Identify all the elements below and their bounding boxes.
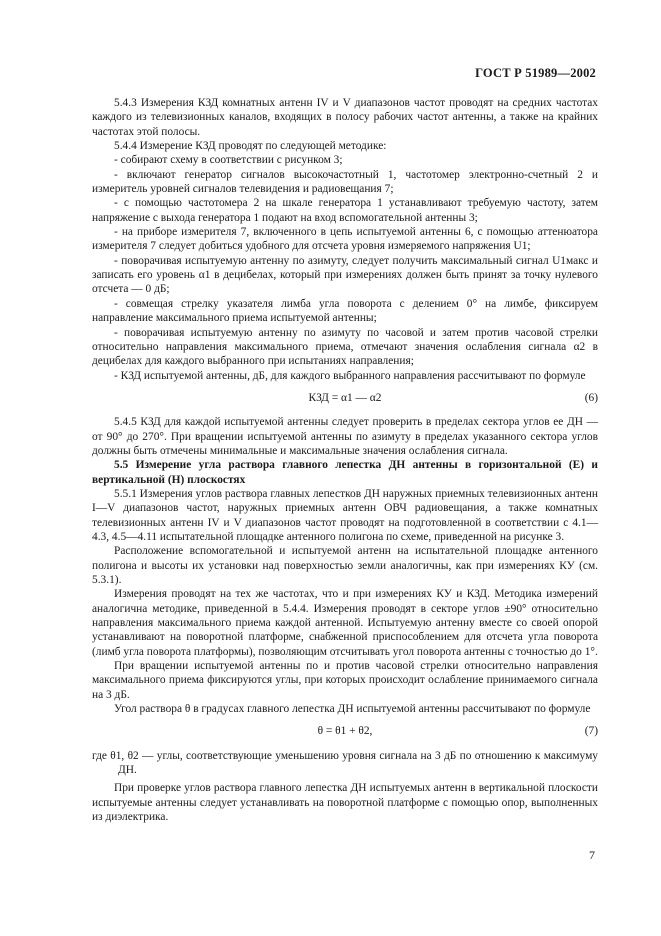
list-item: - поворачивая испытуемую антенну по азимуту, следует получить максимальный сигнал U1макс и записать его уровень α1 в децибелах, который при измерениях должен быть принят за точку нулевого отсчета — 0 дБ; bbox=[92, 254, 598, 296]
document-body bbox=[92, 96, 598, 825]
paragraph-5-4-4: 5.4.4 Измерение КЗД проводят по следующей методике: bbox=[114, 140, 387, 153]
paragraph: Измерения проводят на тех же частотах, что и при измерениях КУ и КЗД. Методика измерений аналогична методике, приведенной в 5.4.4. Измерения проводят в секторе углов ±90° относительно направления максимального приема каждой антенной. Испытуемую антенну вместе со своей опорой устанавливают на поворотной платформе, снабженной приспособлением для отсчета угла поворота (лимб угла поворота платформы), позволяющим отсчитывать угол поворота антенны с точностью до 1°. bbox=[92, 588, 598, 658]
paragraph-5-4-5: 5.4.5 КЗД для каждой испытуемой антенны следует проверить в пределах сектора углов ее ДН — от 90° до 270°. При вращении испытуемой антенны по азимуту в пределах указанного сектора углов должны быть отмечены минимальные и максимальные значения ослабления сигнала. bbox=[92, 416, 598, 457]
paragraph: Расположение вспомогательной и испытуемой антенн на испытательной площадке антенного полигона и высоты их установки над поверхностью земли аналогичны, как при измерениях КУ (см. 5.3.1). bbox=[92, 545, 598, 586]
list-item: - на приборе измерителя 7, включенного в цепь испытуемой антенны 6, с помощью аттенюатора измерителя 7 следует добиться удобного для отсчета уровня измеряемого напряжения U1; bbox=[92, 226, 598, 253]
list-item: - с помощью частотомера 2 на шкале генератора 1 устанавливают требуемую частоту, затем напряжение с выхода генератора 1 подают на вход вспомогательной антенны 3; bbox=[92, 197, 598, 224]
formula-expression: КЗД = α1 — α2 bbox=[308, 391, 382, 404]
section-heading-5-5: 5.5 Измерение угла раствора главного лепестка ДН антенны в горизонтальной (E) и вертикальной (H) плоскостях bbox=[92, 459, 598, 486]
paragraph: Угол раствора θ в градусах главного лепестка ДН испытуемой антенны рассчитывают по формуле bbox=[114, 703, 591, 716]
formula-note: где θ1, θ2 — углы, соответствующие уменьшению уровня сигнала на 3 дБ по отношению к максимуму ДН. bbox=[92, 749, 598, 777]
paragraph-5-4-3: 5.4.3 Измерения КЗД комнатных антенн IV и V диапазонов частот проводят на средних частотах каждого из телевизионных каналов, входящих в полосу рабочих частот антенны, а также на крайних частотах этой полосы. bbox=[92, 97, 598, 138]
paragraph-5-5-1: 5.5.1 Измерения углов раствора главных лепестков ДН наружных приемных телевизионных антенн I—V диапазонов частот, наружных приемных антенн ОВЧ радиовещания, а также комнатных телевизионных антенн IV и V диапазонов частот проводят на подготовленной в соответствии с 4.1—4.3, 4.5—4.11 испытательной площадке антенного полигона по схеме, приведенной на рисунке 3. bbox=[92, 487, 598, 543]
formula-7 bbox=[92, 724, 598, 738]
list-item: - поворачивая испытуемую антенну по азимуту по часовой и затем против часовой стрелки относительно направления максимального приема, отмечают значения ослабления сигнала α2 в децибелах для каждого выбранного при испытаниях направления; bbox=[92, 326, 598, 368]
paragraph: При проверке углов раствора главного лепестка ДН испытуемых антенн в вертикальной плоскости испытуемые антенны следует устанавливать на поворотной платформе с помощью опор, выполненных из диэлектрика. bbox=[92, 782, 598, 824]
list-item: - совмещая стрелку указателя лимба угла поворота с делением 0° на лимбе, фиксируем направление максимального приема испытуемой антенны; bbox=[92, 297, 598, 325]
list-item: - КЗД испытуемой антенны, дБ, для каждого выбранного направления рассчитывают по формуле bbox=[114, 369, 586, 382]
formula-expression: θ = θ1 + θ2, bbox=[317, 725, 373, 738]
document-header: ГОСТ Р 51989—2002 bbox=[475, 66, 596, 80]
paragraph: При вращении испытуемой антенны по и против часовой стрелки относительно направления максимального приема фиксируются углы, при которых происходит ослабление принимаемого сигнала на 3 дБ. bbox=[92, 660, 598, 701]
page-number: 7 bbox=[589, 848, 595, 862]
list-item: - включают генератор сигналов высокочастотный 1, частотомер электронно-счетный 2 и измеритель уровней сигналов телевидения и радиовещания 7; bbox=[92, 168, 598, 196]
formula-number: (7) bbox=[584, 725, 598, 738]
list-item: - собирают схему в соответствии с рисунком 3; bbox=[114, 154, 343, 167]
formula-number: (6) bbox=[584, 391, 598, 404]
formula-6 bbox=[92, 391, 598, 405]
